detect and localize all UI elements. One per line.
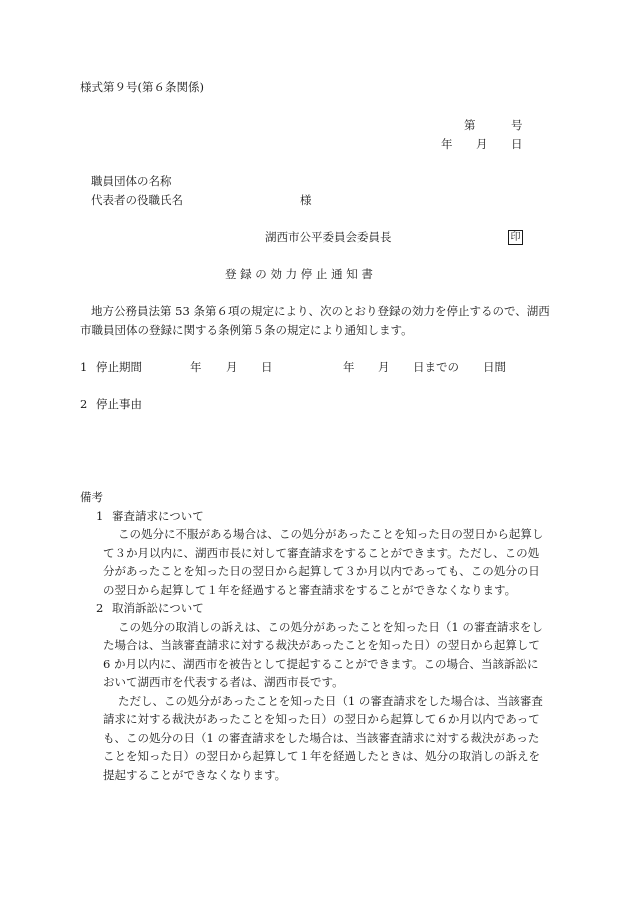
remark-line: ことを知った日）の翌日から起算して１年を経過したときは、処分の取消しの訴えを	[103, 749, 540, 763]
remark-line: この処分に不服がある場合は、この処分があったことを知った日の翌日から起算し	[118, 527, 544, 541]
remark-line: この処分の取消しの訴えは、この処分があったことを知った日（1 の審査請求をし	[118, 620, 543, 634]
remark1-number: 1	[96, 509, 104, 523]
item1-until: 日までの	[413, 360, 459, 374]
item1-month2: 月	[378, 360, 390, 374]
doc-number-go: 号	[511, 118, 523, 132]
remark1-title: 審査請求について	[112, 509, 204, 523]
item1-year1: 年	[190, 360, 202, 374]
doc-number-dai: 第	[464, 118, 476, 132]
remark2-title: 取消訴訟について	[112, 601, 204, 615]
remark-line: 分があったことを知った日の翌日から起算して３か月以内であっても、この処分の日	[103, 564, 540, 578]
intro-line: 地方公務員法第 53 条第６項の規定により、次のとおり登録の効力を停止するので、湖西	[91, 304, 550, 318]
remark-line: た場合は、当該審査請求に対する裁決があったことを知った日）の翌日から起算して	[103, 638, 540, 652]
item1-number: 1	[80, 360, 88, 374]
item1-label: 停止期間	[96, 360, 142, 374]
remark-line: 提起することができなくなります。	[103, 768, 287, 782]
date-month: 月	[476, 137, 488, 151]
remark-line: ただし、この処分があったことを知った日（1 の審査請求をした場合は、当該審査	[118, 694, 543, 708]
issuer-name: 湖西市公平委員会委員長	[265, 230, 392, 244]
remark-line: の翌日から起算して１年を経過すると審査請求をすることができなくなります。	[103, 583, 517, 597]
intro-line: 市職員団体の登録に関する条例第５条の規定により通知します。	[80, 323, 413, 337]
item1-days: 日間	[483, 360, 506, 374]
date-year: 年	[441, 137, 453, 151]
remark-line: 6 か月以内に、湖西市を被告として提起することができます。この場合、当該訴訟に	[103, 657, 539, 671]
item2-number: 2	[80, 397, 88, 411]
remark-line: 請求に対する裁決があったことを知った日）の翌日から起算して６か月以内であって	[103, 712, 540, 726]
document-title: 登 録 の 効 力 停 止 通 知 書	[225, 267, 373, 281]
remark2-number: 2	[96, 601, 104, 615]
rep-label: 代表者の役職氏名	[91, 193, 183, 207]
item1-day1: 日	[261, 360, 273, 374]
remark-line: て３か月以内に、湖西市長に対して審査請求をすることができます。ただし、この処	[103, 546, 540, 560]
remarks-heading: 備考	[80, 490, 103, 504]
remark-line: おいて湖西市を代表する者は、湖西市長です。	[103, 675, 344, 689]
item2-label: 停止事由	[96, 397, 142, 411]
date-day: 日	[511, 137, 523, 151]
form-number: 様式第９号(第６条関係)	[80, 80, 204, 94]
item1-year2: 年	[343, 360, 355, 374]
org-name-label: 職員団体の名称	[91, 174, 172, 188]
seal-mark: 印	[508, 230, 523, 245]
item1-month1: 月	[226, 360, 238, 374]
honorific: 様	[300, 193, 312, 207]
remark-line: も、この処分の日（1 の審査請求をした場合は、当該審査請求に対する裁決があった	[103, 731, 540, 745]
